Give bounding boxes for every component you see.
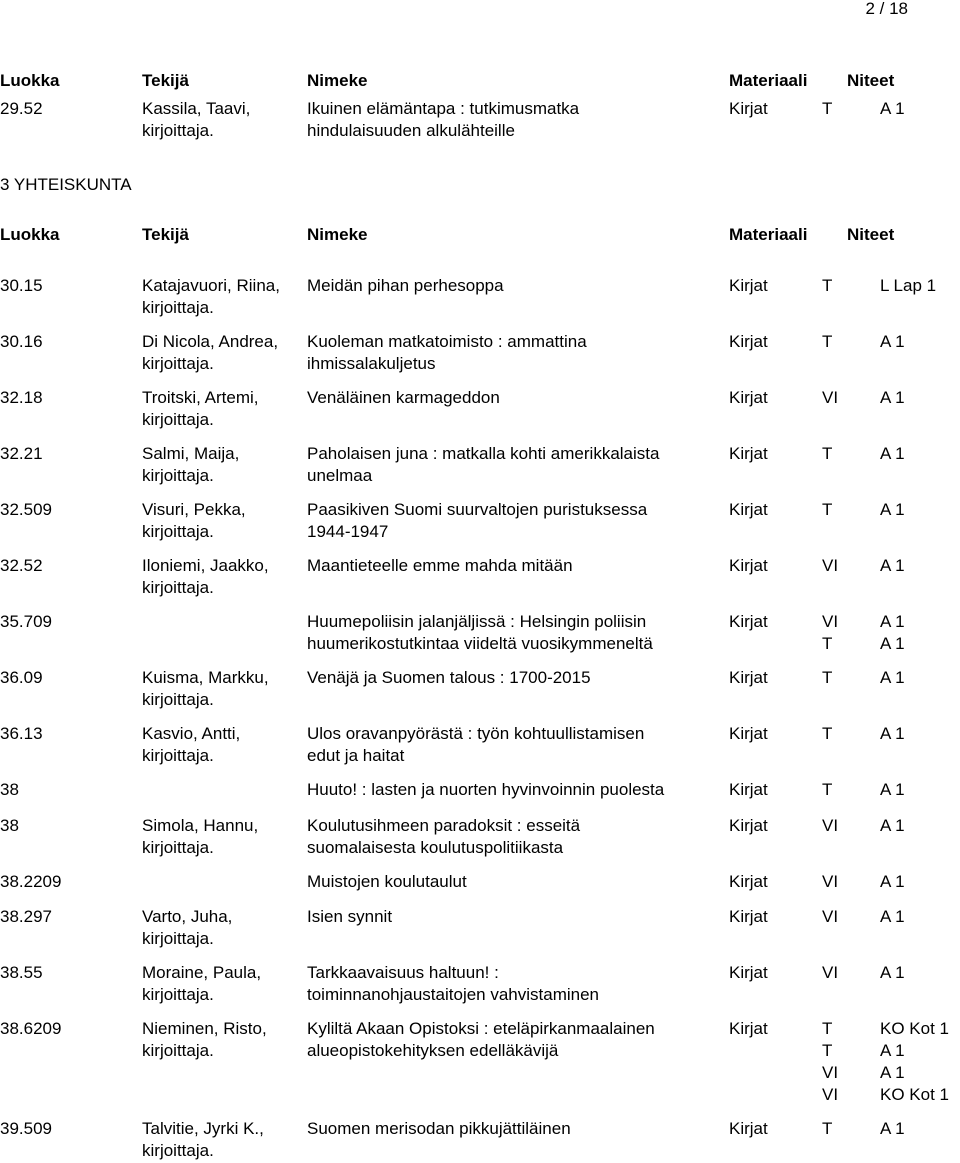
row-niteet-type: VI	[822, 907, 839, 926]
row-luokka: 38.55	[0, 963, 43, 982]
row-luokka: 38	[0, 816, 19, 835]
header-nimeke: Nimeke	[307, 71, 368, 90]
row-luokka: 36.13	[0, 724, 43, 743]
row-tekija: kirjoittaja.	[142, 985, 214, 1004]
row-tekija: Di Nicola, Andrea,	[142, 332, 279, 351]
row-nimeke: Muistojen koulutaulut	[307, 872, 467, 891]
row-niteet-location: A 1	[880, 668, 905, 687]
row-nimeke: edut ja haitat	[307, 746, 405, 765]
row-niteet-location: L Lap 1	[880, 276, 937, 295]
row-materiaali: Kirjat	[729, 444, 768, 463]
row-tekija: kirjoittaja.	[142, 298, 214, 317]
row-luokka: 36.09	[0, 668, 43, 687]
row-tekija: Nieminen, Risto,	[142, 1019, 267, 1038]
row-niteet-type: T	[822, 724, 833, 743]
row-niteet-type: T	[822, 1041, 833, 1060]
row-luokka: 32.18	[0, 388, 43, 407]
row-luokka: 38	[0, 780, 19, 799]
row-niteet-type: VI	[822, 1085, 839, 1104]
row-nimeke: Tarkkaavaisuus haltuun! :	[307, 963, 499, 982]
row-niteet-location: A 1	[880, 500, 905, 519]
row-tekija: kirjoittaja.	[142, 578, 214, 597]
row-niteet-type: VI	[822, 872, 839, 891]
row-niteet-type: T	[822, 634, 833, 653]
row-tekija: kirjoittaja.	[142, 354, 214, 373]
row-tekija: Troitski, Artemi,	[142, 388, 259, 407]
row-tekija: Kuisma, Markku,	[142, 668, 269, 687]
row-niteet-type: VI	[822, 388, 839, 407]
row-nimeke: Paasikiven Suomi suurvaltojen puristuksessa	[307, 500, 648, 519]
row-nimeke: 1944-1947	[307, 522, 389, 541]
row-nimeke: alueopistokehityksen edelläkävijä	[307, 1041, 559, 1060]
row-niteet-location: A 1	[880, 816, 905, 835]
row-niteet-type: VI	[822, 1063, 839, 1082]
row-niteet-type: T	[822, 500, 833, 519]
row-nimeke: ihmissalakuljetus	[307, 354, 436, 373]
row-tekija: Iloniemi, Jaakko,	[142, 556, 269, 575]
row-luokka: 32.509	[0, 500, 52, 519]
row-niteet-location: A 1	[880, 780, 905, 799]
row-tekija: kirjoittaja.	[142, 929, 214, 948]
row-materiaali: Kirjat	[729, 816, 768, 835]
row-luokka: 38.2209	[0, 872, 62, 891]
row-tekija: Varto, Juha,	[142, 907, 233, 926]
row-tekija: kirjoittaja.	[142, 746, 214, 765]
row-luokka: 32.52	[0, 556, 43, 575]
header-materiaali: Materiaali	[729, 225, 808, 244]
row-niteet-location: A 1	[880, 556, 905, 575]
header-luokka: Luokka	[0, 71, 60, 90]
row-nimeke: Ikuinen elämäntapa : tutkimusmatka	[307, 99, 580, 118]
row-nimeke: unelmaa	[307, 466, 373, 485]
row-tekija: kirjoittaja.	[142, 410, 214, 429]
row-nimeke: Suomen merisodan pikkujättiläinen	[307, 1119, 571, 1138]
row-materiaali: Kirjat	[729, 612, 768, 631]
row-nimeke: Ulos oravanpyörästä : työn kohtuullistamisen	[307, 724, 645, 743]
row-nimeke: Kyliltä Akaan Opistoksi : eteläpirkanmaalainen	[307, 1019, 655, 1038]
row-tekija: kirjoittaja.	[142, 522, 214, 541]
row-nimeke: toiminnanohjaustaitojen vahvistaminen	[307, 985, 600, 1004]
row-materiaali: Kirjat	[729, 1019, 768, 1038]
row-niteet-location: KO Kot 1	[880, 1085, 949, 1104]
row-niteet-location: A 1	[880, 388, 905, 407]
row-luokka: 32.21	[0, 444, 43, 463]
row-niteet-type: VI	[822, 556, 839, 575]
row-niteet-type: T	[822, 444, 833, 463]
row-nimeke: hindulaisuuden alkulähteille	[307, 121, 515, 140]
row-tekija: Kassila, Taavi,	[142, 99, 251, 118]
row-luokka: 39.509	[0, 1119, 52, 1138]
row-nimeke: Kuoleman matkatoimisto : ammattina	[307, 332, 587, 351]
row-niteet-type: T	[822, 780, 833, 799]
row-nimeke: Paholaisen juna : matkalla kohti amerikkalaista	[307, 444, 660, 463]
row-nimeke: Maantieteelle emme mahda mitään	[307, 556, 573, 575]
row-niteet-location: A 1	[880, 872, 905, 891]
row-niteet-type: T	[822, 276, 833, 295]
row-materiaali: Kirjat	[729, 780, 768, 799]
row-niteet-type: VI	[822, 963, 839, 982]
row-tekija: Salmi, Maija,	[142, 444, 240, 463]
row-nimeke: Koulutusihmeen paradoksit : esseitä	[307, 816, 581, 835]
row-nimeke: Meidän pihan perhesoppa	[307, 276, 504, 295]
row-niteet-type: T	[822, 668, 833, 687]
row-materiaali: Kirjat	[729, 1119, 768, 1138]
row-nimeke: suomalaisesta koulutuspolitiikasta	[307, 838, 564, 857]
header-materiaali: Materiaali	[729, 71, 808, 90]
row-materiaali: Kirjat	[729, 276, 768, 295]
row-nimeke: Venäläinen karmageddon	[307, 388, 500, 407]
row-tekija: kirjoittaja.	[142, 121, 214, 140]
row-niteet-type: T	[822, 99, 833, 118]
row-luokka: 38.297	[0, 907, 52, 926]
row-niteet-location: A 1	[880, 1063, 905, 1082]
section-title: 3 YHTEISKUNTA	[0, 175, 132, 194]
row-niteet-type: T	[822, 332, 833, 351]
row-luokka: 30.16	[0, 332, 43, 351]
row-luokka: 35.709	[0, 612, 52, 631]
row-tekija: Katajavuori, Riina,	[142, 276, 280, 295]
row-tekija: Kasvio, Antti,	[142, 724, 241, 743]
row-luokka: 38.6209	[0, 1019, 62, 1038]
row-luokka: 30.15	[0, 276, 43, 295]
row-tekija: Moraine, Paula,	[142, 963, 262, 982]
header-nimeke: Nimeke	[307, 225, 368, 244]
header-niteet: Niteet	[847, 225, 895, 244]
row-niteet-location: A 1	[880, 1119, 905, 1138]
row-nimeke: Isien synnit	[307, 907, 393, 926]
row-materiaali: Kirjat	[729, 388, 768, 407]
row-tekija: Visuri, Pekka,	[142, 500, 246, 519]
row-luokka: 29.52	[0, 99, 43, 118]
row-niteet-type: VI	[822, 612, 839, 631]
row-materiaali: Kirjat	[729, 907, 768, 926]
row-tekija: Talvitie, Jyrki K.,	[142, 1119, 264, 1138]
row-tekija: Simola, Hannu,	[142, 816, 259, 835]
row-niteet-location: A 1	[880, 612, 905, 631]
row-niteet-location: KO Kot 1	[880, 1019, 949, 1038]
row-niteet-location: A 1	[880, 963, 905, 982]
row-niteet-location: A 1	[880, 332, 905, 351]
row-materiaali: Kirjat	[729, 556, 768, 575]
row-tekija: kirjoittaja.	[142, 1141, 214, 1160]
row-materiaali: Kirjat	[729, 872, 768, 891]
row-niteet-type: VI	[822, 816, 839, 835]
page-number: 2 / 18	[865, 0, 908, 18]
row-niteet-type: T	[822, 1019, 833, 1038]
row-niteet-type: T	[822, 1119, 833, 1138]
row-niteet-location: A 1	[880, 907, 905, 926]
row-materiaali: Kirjat	[729, 668, 768, 687]
row-materiaali: Kirjat	[729, 99, 768, 118]
row-niteet-location: A 1	[880, 1041, 905, 1060]
row-nimeke: Huumepoliisin jalanjäljissä : Helsingin poliisin	[307, 612, 647, 631]
row-niteet-location: A 1	[880, 634, 905, 653]
row-niteet-location: A 1	[880, 99, 905, 118]
header-tekija: Tekijä	[142, 71, 189, 90]
header-luokka: Luokka	[0, 225, 60, 244]
row-nimeke: huumerikostutkintaa viideltä vuosikymmeneltä	[307, 634, 653, 653]
header-tekija: Tekijä	[142, 225, 189, 244]
row-materiaali: Kirjat	[729, 724, 768, 743]
row-tekija: kirjoittaja.	[142, 1041, 214, 1060]
header-niteet: Niteet	[847, 71, 895, 90]
row-tekija: kirjoittaja.	[142, 838, 214, 857]
row-niteet-location: A 1	[880, 724, 905, 743]
row-nimeke: Huuto! : lasten ja nuorten hyvinvoinnin puolesta	[307, 780, 665, 799]
row-tekija: kirjoittaja.	[142, 690, 214, 709]
row-materiaali: Kirjat	[729, 500, 768, 519]
row-tekija: kirjoittaja.	[142, 466, 214, 485]
row-nimeke: Venäjä ja Suomen talous : 1700-2015	[307, 668, 591, 687]
row-materiaali: Kirjat	[729, 332, 768, 351]
row-materiaali: Kirjat	[729, 963, 768, 982]
row-niteet-location: A 1	[880, 444, 905, 463]
